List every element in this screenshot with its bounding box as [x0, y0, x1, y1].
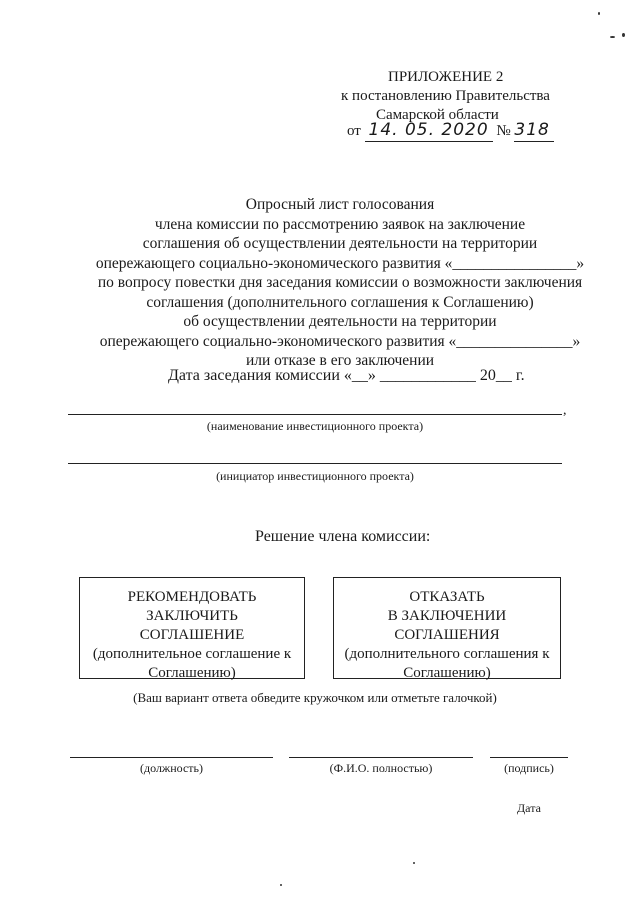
- region-line: Самарской области: [376, 107, 499, 123]
- option-text: ЗАКЛЮЧИТЬ: [146, 608, 238, 624]
- signature-caption: (подпись): [504, 761, 554, 775]
- initiator-line: [68, 463, 562, 464]
- title-line: Опросный лист голосования: [245, 196, 435, 213]
- title-line: или отказе в его заключении: [245, 352, 435, 369]
- option-text: (дополнительного соглашения к: [344, 646, 550, 662]
- title-line: опережающего социально-экономического развития «_______________»: [99, 332, 581, 350]
- meeting-date: Дата заседания комиссии «__» ____________ 20__ г.: [168, 367, 525, 384]
- number-label: №: [496, 123, 511, 139]
- option-text: СОГЛАШЕНИЯ: [394, 627, 500, 643]
- option-text: В ЗАКЛЮЧЕНИИ: [387, 608, 507, 624]
- title-line: соглашения (дополнительного соглашения к Соглашению): [146, 293, 534, 311]
- from-label: от: [347, 123, 361, 139]
- decree-number: 318: [514, 121, 554, 142]
- date-label: Дата: [517, 801, 541, 815]
- decree-date-row: [347, 121, 554, 142]
- scan-speck: [622, 33, 625, 37]
- decree-line: к постановлению Правительства: [341, 88, 550, 104]
- option-text: Соглашению): [148, 665, 236, 681]
- title-line: члена комиссии по рассмотрению заявок на заключение: [154, 215, 526, 233]
- project-name-caption: (наименование инвестиционного проекта): [206, 419, 424, 433]
- appendix-header: [388, 68, 503, 87]
- answer-instruction: (Ваш вариант ответа обведите кружочком или отметьте галочкой): [133, 690, 497, 705]
- decree-date: 14. 05. 2020: [365, 121, 493, 142]
- option-text: ОТКАЗАТЬ: [409, 589, 485, 605]
- appendix-number: ПРИЛОЖЕНИЕ 2: [388, 69, 504, 85]
- option-text: (дополнительное соглашение к: [92, 646, 292, 662]
- title-line: опережающего социально-экономического развития «________________»: [95, 254, 585, 272]
- initiator-caption: (инициатор инвестиционного проекта): [216, 469, 414, 483]
- scan-speck: [280, 884, 282, 886]
- scan-speck: [413, 862, 415, 864]
- decision-heading: Решение члена комиссии:: [255, 528, 431, 545]
- document-title: [60, 195, 620, 371]
- scan-speck: [598, 12, 600, 15]
- title-line: соглашения об осуществлении деятельности на территории: [142, 235, 538, 252]
- option-recommend-box[interactable]: [79, 577, 305, 679]
- position-line: [70, 757, 273, 758]
- scan-speck: [610, 36, 615, 38]
- option-text: СОГЛАШЕНИЕ: [139, 627, 245, 643]
- project-name-comma: ,: [563, 403, 567, 418]
- full-name-caption: (Ф.И.О. полностью): [329, 761, 433, 775]
- option-refuse-box[interactable]: [333, 577, 561, 679]
- position-caption: (должность): [140, 761, 203, 775]
- option-text: РЕКОМЕНДОВАТЬ: [127, 589, 257, 605]
- signature-line: [490, 757, 568, 758]
- title-line: по вопросу повестки дня заседания комиссии о возможности заключения: [97, 274, 583, 291]
- title-line: об осуществлении деятельности на территории: [183, 313, 497, 330]
- project-name-line: [68, 414, 562, 415]
- option-text: Соглашению): [403, 665, 491, 681]
- full-name-line: [289, 757, 473, 758]
